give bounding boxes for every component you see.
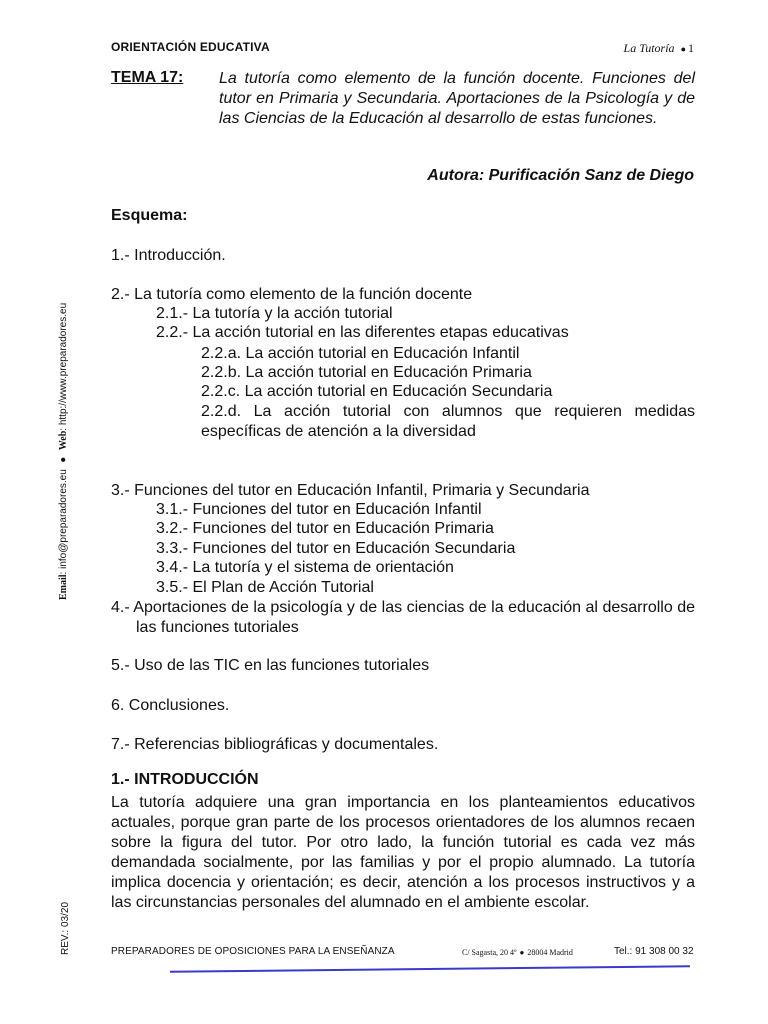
esquema-item: 2.2.c. La acción tutorial en Educación Secundaria [201, 383, 553, 400]
esquema-item: 5.- Uso de las TIC en las funciones tutoriales [111, 657, 430, 674]
email-label: Email [58, 574, 69, 600]
bullet-icon: ● [680, 44, 686, 54]
esquema-item: 2.2.b. La acción tutorial en Educación Primaria [201, 364, 532, 381]
header-title: ORIENTACIÓN EDUCATIVA [111, 40, 270, 54]
esquema-item: 3.2.- Funciones del tutor en Educación Primaria [156, 520, 494, 537]
side-contact [58, 302, 80, 600]
introduccion-body: La tutoría adquiere una gran importancia en los planteamientos educativos actuales, porque gran parte de los procesos orientadores de los alumnos recaen sobre la figura del tutor. Por otro lado, la función tutorial es cada vez más demandada socialmente, por las familias y por el propio alumnado. La tutoría implica docencia y orientación; es decir, atención a los procesos instructivos y a las circunstancias personales del alumnado en el ambiente escolar. [111, 794, 695, 911]
esquema-item: 1.- Introducción. [111, 247, 226, 264]
esquema-item: 3.4.- La tutoría y el sistema de orientación [156, 559, 454, 576]
web-value: : http://www.preparadores.eu [58, 302, 69, 431]
esquema-item: 6. Conclusiones. [111, 697, 230, 714]
author: Autora: Purificación Sanz de Diego [427, 167, 694, 184]
esquema-item: 3.3.- Funciones del tutor en Educación Secundaria [156, 540, 516, 557]
footer-divider [170, 965, 690, 972]
esquema-item: 2.2.d. La acción tutorial con alumnos que requieren medidas específicas de atención a la diversidad [201, 403, 695, 440]
esquema-item: 7.- Referencias bibliográficas y documentales. [111, 736, 439, 753]
esquema-item: 3.- Funciones del tutor en Educación Infantil, Primaria y Secundaria [111, 482, 590, 499]
tema-label: TEMA 17: [111, 69, 184, 86]
footer-phone: Tel.: 91 308 00 32 [614, 946, 694, 957]
esquema-item: 2.2.- La acción tutorial en las diferentes etapas educativas [156, 324, 569, 341]
section-heading-introduccion: 1.- INTRODUCCIÓN [111, 771, 259, 788]
web-label: Web [58, 430, 69, 451]
page-number: 1 [688, 41, 694, 55]
footer-organization: PREPARADORES DE OPOSICIONES PARA LA ENSEÑANZA [111, 946, 395, 957]
esquema-item: 3.1.- Funciones del tutor en Educación Infantil [156, 501, 482, 518]
esquema-item: 4.- Aportaciones de la psicología y de las ciencias de la educación al desarrollo de las funciones tutoriales [111, 599, 695, 636]
revision-label: REV.: 03/20 [60, 901, 71, 955]
esquema-item: 2.- La tutoría como elemento de la función docente [111, 286, 473, 303]
header-section-title: La Tutoría [623, 41, 675, 55]
header-page-info [624, 41, 694, 56]
bullet-icon: ● [58, 456, 69, 463]
tema-title: La tutoría como elemento de la función docente. Funciones del tutor en Primaria y Secundaria. Aportaciones de la Psicología y de las Ciencias de la Educación al desarrollo de estas funciones. [219, 70, 695, 127]
esquema-item: 2.1.- La tutoría y la acción tutorial [156, 305, 393, 322]
footer-address: C/ Sagasta, 20 4º ● 28004 Madrid [462, 948, 573, 957]
esquema-item: 2.2.a. La acción tutorial en Educación Infantil [201, 345, 520, 362]
esquema-heading: Esquema: [111, 207, 188, 224]
bullet-icon: ● [519, 948, 525, 957]
esquema-item: 3.5.- El Plan de Acción Tutorial [156, 579, 374, 596]
email-value: : info@preparadores.eu [58, 469, 69, 575]
